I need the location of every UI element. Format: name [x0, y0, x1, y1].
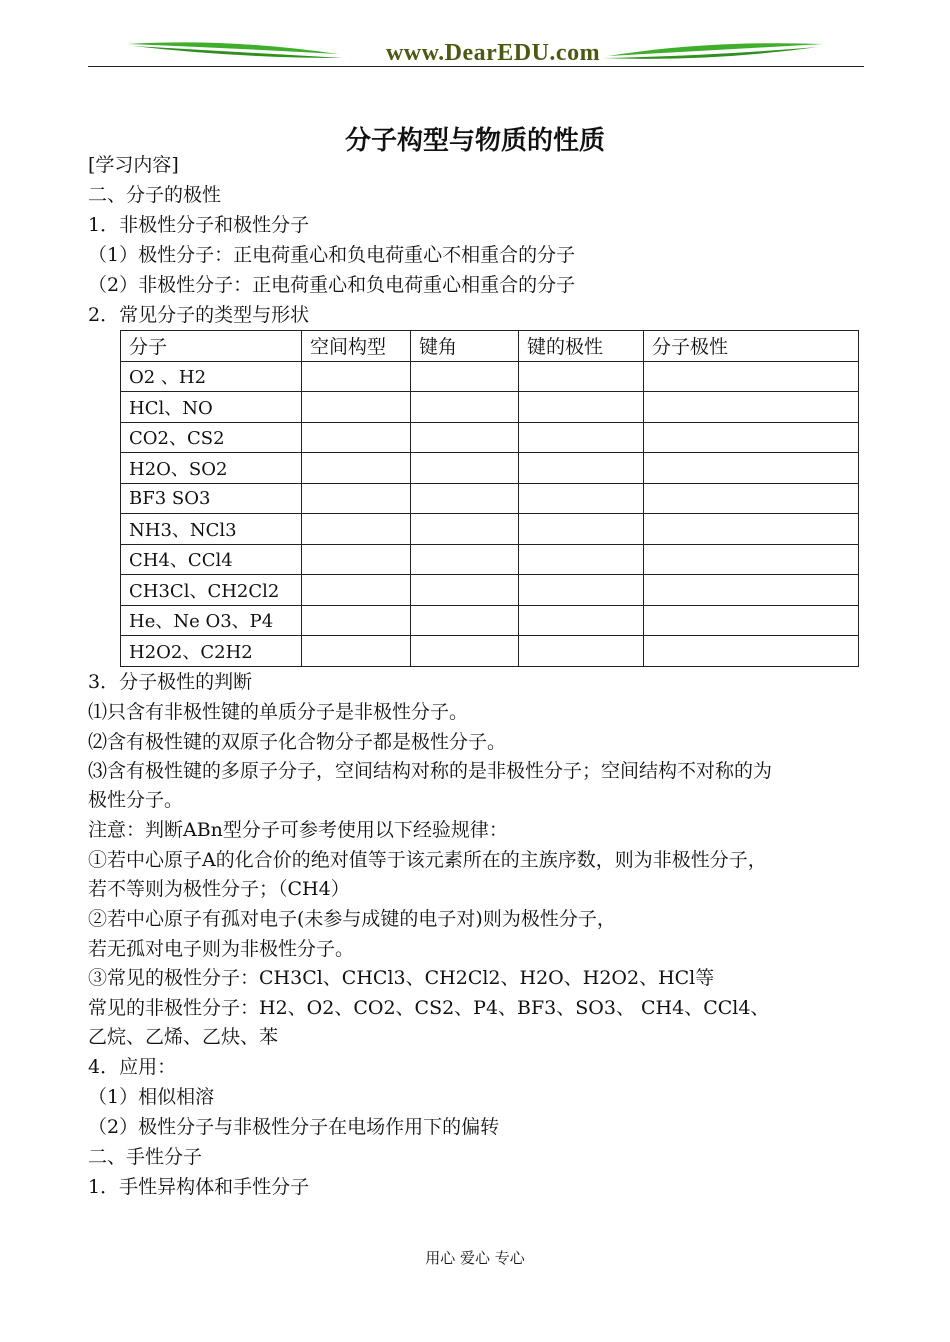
empty-cell — [302, 514, 411, 545]
empty-cell — [519, 483, 644, 514]
empty-cell — [411, 636, 519, 667]
empty-cell — [302, 544, 411, 575]
empty-cell — [302, 605, 411, 636]
empty-cell — [411, 422, 519, 453]
text-line: 乙烷、乙烯、乙炔、苯 — [88, 1026, 279, 1048]
empty-cell — [644, 453, 859, 484]
header-cell-geometry: 空间构型 — [302, 331, 411, 362]
text-line: （2）非极性分子：正电荷重心和负电荷重心相重合的分子 — [88, 274, 576, 296]
empty-cell — [519, 361, 644, 392]
text-line: 1．非极性分子和极性分子 — [88, 214, 310, 236]
header-cell-bond-polarity: 键的极性 — [519, 331, 644, 362]
page-footer: 用心 爱心 专心 — [425, 1249, 525, 1267]
empty-cell — [644, 544, 859, 575]
table-row — [121, 453, 859, 484]
molecule-cell: NH3、NCl3 — [121, 514, 302, 545]
molecule-cell: HCl、NO — [121, 392, 302, 423]
text-line: 4．应用： — [88, 1056, 177, 1078]
table-row — [121, 544, 859, 575]
text-line: ①若中心原子A的化合价的绝对值等于该元素所在的主族序数，则为非极性分子， — [88, 849, 767, 871]
header-rule — [88, 66, 864, 67]
text-line: （1）相似相溶 — [88, 1086, 215, 1108]
molecule-cell: BF3 SO3 — [121, 483, 302, 514]
text-line: 2．常见分子的类型与形状 — [88, 304, 310, 326]
text-line: 1．手性异构体和手性分子 — [88, 1176, 310, 1198]
empty-cell — [644, 392, 859, 423]
text-line: 二、手性分子 — [88, 1146, 203, 1168]
text-line: [学习内容] — [88, 154, 179, 176]
page-header — [88, 36, 864, 70]
empty-cell — [411, 483, 519, 514]
text-line: ⑴只含有非极性键的单质分子是非极性分子。 — [88, 701, 469, 723]
table-row — [121, 422, 859, 453]
empty-cell — [519, 605, 644, 636]
table-row — [121, 392, 859, 423]
text-line: （1）极性分子：正电荷重心和负电荷重心不相重合的分子 — [88, 244, 576, 266]
empty-cell — [519, 544, 644, 575]
text-line: 若无孤对电子则为非极性分子。 — [88, 938, 355, 960]
text-line: ⑶含有极性键的多原子分子，空间结构对称的是非极性分子；空间结构不对称的为 — [88, 760, 773, 782]
text-line: ③常见的极性分子：CH3Cl、CHCl3、CH2Cl2、H2O、H2O2、HCl等 — [88, 967, 715, 989]
empty-cell — [644, 605, 859, 636]
empty-cell — [644, 361, 859, 392]
empty-cell — [302, 483, 411, 514]
empty-cell — [302, 636, 411, 667]
empty-cell — [411, 514, 519, 545]
empty-cell — [411, 392, 519, 423]
empty-cell — [519, 453, 644, 484]
molecule-cell: CH4、CCl4 — [121, 544, 302, 575]
empty-cell — [302, 361, 411, 392]
empty-cell — [644, 575, 859, 606]
empty-cell — [302, 453, 411, 484]
table-row — [121, 483, 859, 514]
empty-cell — [411, 575, 519, 606]
text-line: 3．分子极性的判断 — [88, 671, 253, 693]
empty-cell — [411, 361, 519, 392]
molecule-cell: CH3Cl、CH2Cl2 — [121, 575, 302, 606]
text-line: ②若中心原子有孤对电子(未参与成键的电子对)则为极性分子， — [88, 908, 616, 930]
empty-cell — [644, 422, 859, 453]
table-row — [121, 636, 859, 667]
molecule-cell: O2 、H2 — [121, 361, 302, 392]
molecule-cell: He、Ne O3、P4 — [121, 605, 302, 636]
empty-cell — [411, 605, 519, 636]
empty-cell — [644, 514, 859, 545]
text-line: 常见的非极性分子：H2、O2、CO2、CS2、P4、BF3、SO3、 CH4、CCl4、 — [88, 997, 770, 1019]
header-cell-bond-angle: 键角 — [411, 331, 519, 362]
empty-cell — [519, 392, 644, 423]
table-header-row — [121, 331, 859, 362]
page-title: 分子构型与物质的性质 — [344, 126, 605, 156]
empty-cell — [644, 636, 859, 667]
molecule-table — [120, 330, 859, 667]
empty-cell — [302, 575, 411, 606]
empty-cell — [644, 483, 859, 514]
empty-cell — [302, 422, 411, 453]
text-line: （2）极性分子与非极性分子在电场作用下的偏转 — [88, 1116, 500, 1138]
text-line: 若不等则为极性分子；（CH4） — [88, 878, 350, 900]
empty-cell — [519, 422, 644, 453]
table-row — [121, 605, 859, 636]
empty-cell — [411, 544, 519, 575]
empty-cell — [519, 514, 644, 545]
text-line: 极性分子。 — [88, 789, 184, 811]
empty-cell — [411, 453, 519, 484]
empty-cell — [519, 636, 644, 667]
header-cell-molecule-polarity: 分子极性 — [644, 331, 859, 362]
table-row — [121, 575, 859, 606]
text-line: 二、分子的极性 — [88, 184, 222, 206]
molecule-cell: CO2、CS2 — [121, 422, 302, 453]
site-brand: www.DearEDU.com — [385, 40, 601, 66]
header-cell-molecule: 分子 — [121, 331, 302, 362]
molecule-cell: H2O、SO2 — [121, 453, 302, 484]
molecule-cell: H2O2、C2H2 — [121, 636, 302, 667]
empty-cell — [302, 392, 411, 423]
text-line: 注意：判断ABn型分子可参考使用以下经验规律： — [88, 819, 508, 841]
text-line: ⑵含有极性键的双原子化合物分子都是极性分子。 — [88, 731, 507, 753]
table-row — [121, 361, 859, 392]
table-row — [121, 514, 859, 545]
empty-cell — [519, 575, 644, 606]
